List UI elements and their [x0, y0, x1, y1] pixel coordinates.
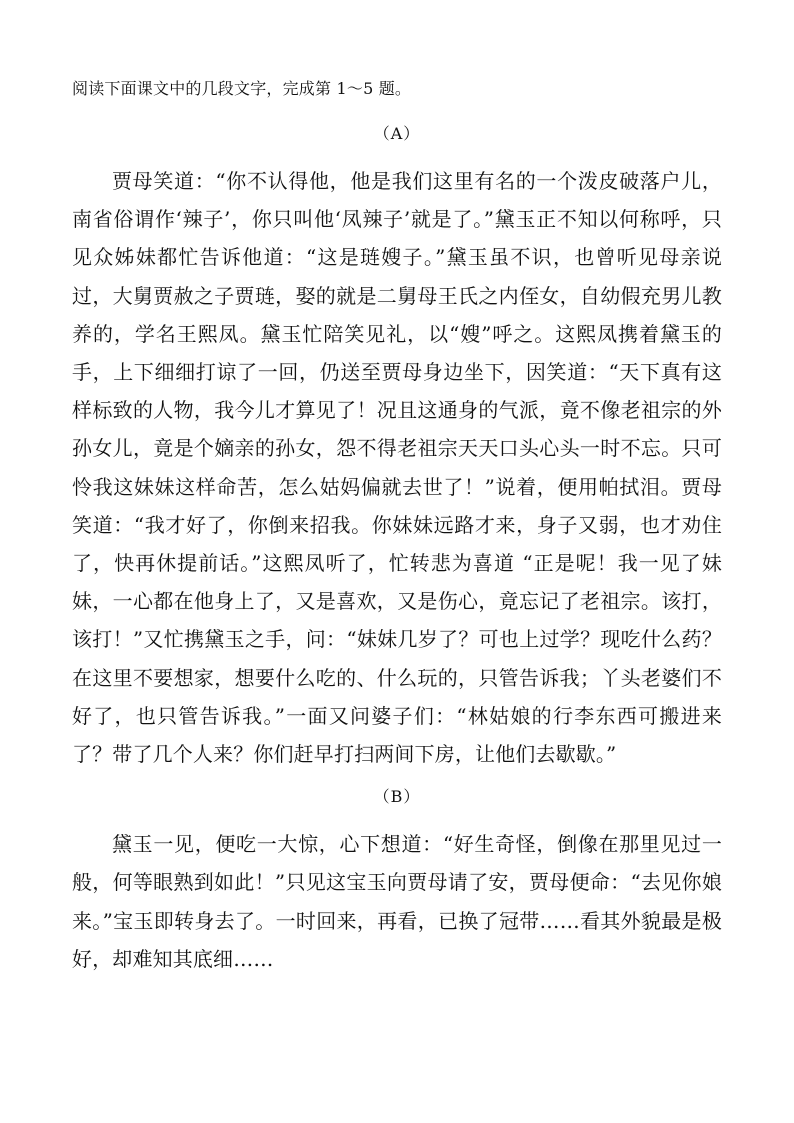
reading-instructions: 阅读下面课文中的几段文字，完成第 1～5 题。: [72, 79, 412, 98]
section-b-label: （B）: [373, 787, 421, 807]
section-a-paragraph: 贾母笑道：“你不认得他，他是我们这里有名的一个泼皮破落户儿，南省俗谓作‘辣子’，你只叫他‘凤辣子’就是了。”黛玉正不知以何称呼，只见众姊妹都忙告诉他道：“这是琏嫂子。”黛玉虽不识，也曾听见母亲说过，大舅贾赦之子贾琏，娶的就是二舅母王氏之内侄女，自幼假充男儿教养的，学名王熙凤。黛玉忙陪笑见礼，以“嫂”呼之。这熙凤携着黛玉的手，上下细细打谅了一回，仍送至贾母身边坐下，因笑道：“天下真有这样标致的人物，我今儿才算见了！况且这通身的气派，竟不像老祖宗的外孙女儿，竟是个嫡亲的孙女，怨不得老祖宗天天口头心头一时不忘。只可怜我这妹妹这样命苦，怎么姑妈偏就去世了！”说着，便用帕拭泪。贾母笑道：“我才好了，你倒来招我。你妹妹远路才来，身子又弱，也才劝住了，快再休提前话。”这熙凤听了，忙转悲为喜道 “正是呢！我一见了妹妹，一心都在他身上了，又是喜欢，又是伤心，竟忘记了老祖宗。该打，该打！”又忙携黛玉之手，问：“妹妹几岁了？可也上过学？现吃什么药？在这里不要想家，想要什么吃的、什么玩的，只管告诉我；丫头老婆们不好了，也只管告诉我。”一面又问婆子们：“林姑娘的行李东西可搬进来了？带了几个人来？你们赶早打扫两间下房，让他们去歇歇。”: [72, 169, 722, 767]
section-a-label: （A）: [373, 124, 421, 143]
section-b: [72, 781, 722, 978]
section-b-paragraph: 黛玉一见，便吃一大惊，心下想道：“好生奇怪，倒像在那里见过一般，何等眼熟到如此！”只见这宝玉向贾母请了安，贾母便命：“去见你娘来。”宝玉即转身去了。一时回来，再看，已换了冠带……看其外貌最是极好，却难知其底细……: [72, 832, 722, 971]
section-a: [72, 118, 722, 773]
